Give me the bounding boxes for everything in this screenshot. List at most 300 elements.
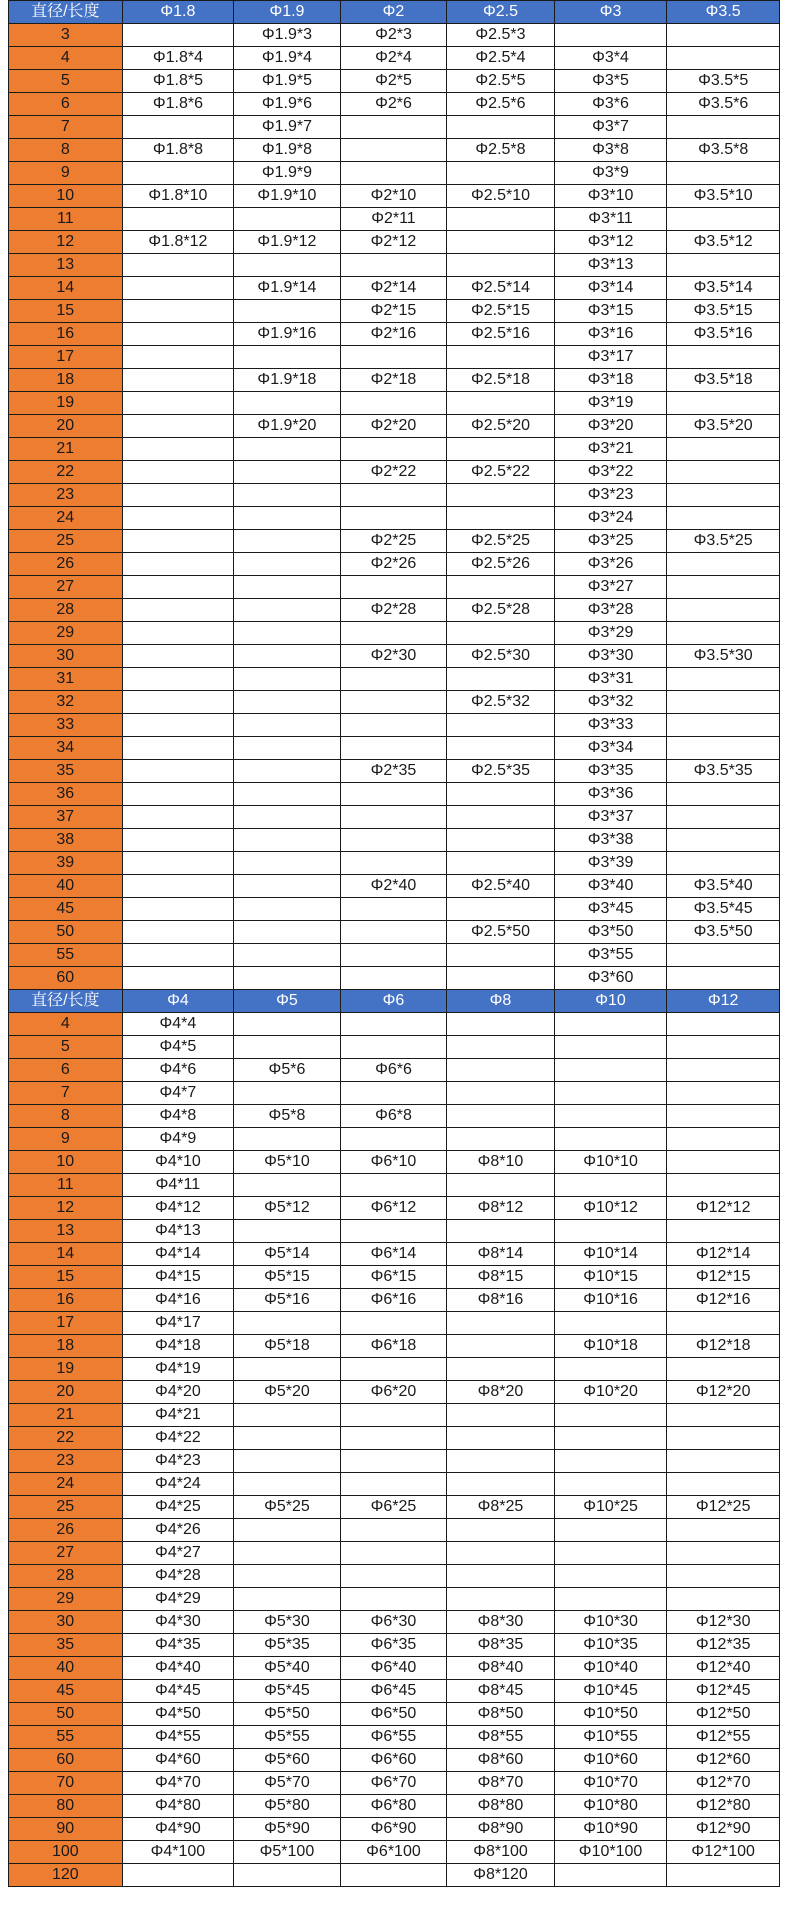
spec-cell: Φ12*40 [667, 1657, 780, 1680]
spec-cell [122, 737, 234, 760]
table-row [9, 829, 780, 852]
spec-cell: Φ5*16 [234, 1289, 341, 1312]
table-row [9, 323, 780, 346]
spec-cell: Φ4*80 [122, 1795, 234, 1818]
table-row [9, 1128, 780, 1151]
spec-cell [122, 530, 234, 553]
spec-cell [340, 806, 447, 829]
header-cell-diameter: Φ3 [554, 1, 667, 24]
spec-cell: Φ10*80 [554, 1795, 667, 1818]
table-row [9, 967, 780, 990]
length-cell: 100 [9, 1841, 123, 1864]
spec-cell [340, 254, 447, 277]
length-cell: 24 [9, 1473, 123, 1496]
spec-cell [447, 714, 555, 737]
spec-cell: Φ3*31 [554, 668, 667, 691]
length-cell: 33 [9, 714, 123, 737]
length-cell: 7 [9, 116, 123, 139]
spec-cell: Φ3.5*25 [667, 530, 780, 553]
spec-cell [122, 806, 234, 829]
spec-cell: Φ5*30 [234, 1611, 341, 1634]
spec-cell: Φ4*16 [122, 1289, 234, 1312]
spec-cell: Φ5*50 [234, 1703, 341, 1726]
spec-cell [340, 622, 447, 645]
spec-cell: Φ3*30 [554, 645, 667, 668]
spec-cell: Φ3*18 [554, 369, 667, 392]
length-cell: 22 [9, 1427, 123, 1450]
spec-cell: Φ4*9 [122, 1128, 234, 1151]
spec-cell [340, 162, 447, 185]
spec-cell: Φ1.9*7 [234, 116, 341, 139]
length-cell: 35 [9, 760, 123, 783]
spec-cell: Φ4*27 [122, 1542, 234, 1565]
spec-cell: Φ5*18 [234, 1335, 341, 1358]
spec-cell [234, 645, 341, 668]
spec-cell: Φ2*30 [340, 645, 447, 668]
spec-cell [667, 576, 780, 599]
spec-cell: Φ2*12 [340, 231, 447, 254]
spec-cell [234, 1036, 341, 1059]
spec-cell [447, 967, 555, 990]
spec-cell: Φ4*18 [122, 1335, 234, 1358]
length-cell: 10 [9, 1151, 123, 1174]
spec-cell: Φ12*12 [667, 1197, 780, 1220]
length-cell: 15 [9, 1266, 123, 1289]
length-cell: 25 [9, 1496, 123, 1519]
spec-cell [554, 1128, 667, 1151]
spec-cell: Φ6*80 [340, 1795, 447, 1818]
spec-cell [340, 1565, 447, 1588]
spec-cell: Φ2*28 [340, 599, 447, 622]
length-cell: 20 [9, 1381, 123, 1404]
spec-cell [447, 162, 555, 185]
spec-cell: Φ4*17 [122, 1312, 234, 1335]
spec-cell [234, 691, 341, 714]
header-cell-diameter: Φ6 [340, 990, 447, 1013]
spec-cell [447, 1312, 555, 1335]
spec-cell: Φ3*55 [554, 944, 667, 967]
table-row [9, 231, 780, 254]
spec-cell: Φ10*50 [554, 1703, 667, 1726]
spec-cell: Φ6*15 [340, 1266, 447, 1289]
spec-cell [667, 1588, 780, 1611]
table-row [9, 392, 780, 415]
length-cell: 14 [9, 277, 123, 300]
spec-cell: Φ3*39 [554, 852, 667, 875]
spec-cell: Φ4*23 [122, 1450, 234, 1473]
spec-cell [234, 208, 341, 231]
length-cell: 21 [9, 438, 123, 461]
spec-cell: Φ4*8 [122, 1105, 234, 1128]
spec-cell: Φ2.5*35 [447, 760, 555, 783]
table-row [9, 346, 780, 369]
length-cell: 7 [9, 1082, 123, 1105]
spec-cell: Φ3*29 [554, 622, 667, 645]
spec-cell: Φ3*37 [554, 806, 667, 829]
spec-cell: Φ4*70 [122, 1772, 234, 1795]
spec-cell [340, 691, 447, 714]
spec-cell [667, 346, 780, 369]
spec-cell [340, 576, 447, 599]
length-cell: 6 [9, 1059, 123, 1082]
table-row [9, 438, 780, 461]
spec-cell: Φ5*25 [234, 1496, 341, 1519]
table-row [9, 1013, 780, 1036]
spec-cell [340, 1588, 447, 1611]
table-row [9, 116, 780, 139]
table-row [9, 484, 780, 507]
spec-cell: Φ12*18 [667, 1335, 780, 1358]
spec-cell: Φ6*6 [340, 1059, 447, 1082]
spec-cell [340, 1473, 447, 1496]
spec-cell [234, 875, 341, 898]
spec-cell [122, 944, 234, 967]
spec-cell: Φ3*20 [554, 415, 667, 438]
spec-cell: Φ3.5*12 [667, 231, 780, 254]
spec-cell [554, 1082, 667, 1105]
spec-cell [554, 1358, 667, 1381]
length-cell: 18 [9, 369, 123, 392]
spec-cell: Φ5*45 [234, 1680, 341, 1703]
spec-cell [122, 668, 234, 691]
length-cell: 31 [9, 668, 123, 691]
spec-cell [447, 1105, 555, 1128]
spec-cell: Φ12*25 [667, 1496, 780, 1519]
spec-cell [340, 116, 447, 139]
spec-cell: Φ3*45 [554, 898, 667, 921]
table-row [9, 277, 780, 300]
table-row [9, 1335, 780, 1358]
spec-cell [667, 1473, 780, 1496]
spec-cell: Φ3*9 [554, 162, 667, 185]
spec-cell [234, 967, 341, 990]
spec-cell [667, 24, 780, 47]
spec-cell: Φ4*13 [122, 1220, 234, 1243]
spec-cell: Φ10*25 [554, 1496, 667, 1519]
spec-cell: Φ2.5*22 [447, 461, 555, 484]
spec-cell: Φ6*30 [340, 1611, 447, 1634]
length-cell: 4 [9, 1013, 123, 1036]
spec-cell: Φ2*18 [340, 369, 447, 392]
table-row [9, 1220, 780, 1243]
spec-cell: Φ3*34 [554, 737, 667, 760]
spec-cell: Φ1.8*5 [122, 70, 234, 93]
table-row [9, 1795, 780, 1818]
spec-cell: Φ1.9*10 [234, 185, 341, 208]
table-row [9, 691, 780, 714]
spec-cell: Φ3.5*45 [667, 898, 780, 921]
length-cell: 9 [9, 162, 123, 185]
spec-cell [234, 737, 341, 760]
spec-cell: Φ4*25 [122, 1496, 234, 1519]
spec-cell: Φ1.9*4 [234, 47, 341, 70]
table-row [9, 1634, 780, 1657]
spec-cell [340, 1427, 447, 1450]
spec-cell: Φ4*29 [122, 1588, 234, 1611]
spec-cell [122, 875, 234, 898]
spec-cell [554, 24, 667, 47]
spec-cell: Φ4*24 [122, 1473, 234, 1496]
spec-cell: Φ2*20 [340, 415, 447, 438]
header-cell-diameter: Φ1.8 [122, 1, 234, 24]
spec-cell [340, 1128, 447, 1151]
spec-cell [122, 24, 234, 47]
length-cell: 4 [9, 47, 123, 70]
table-row [9, 507, 780, 530]
spec-cell: Φ3*4 [554, 47, 667, 70]
spec-cell [122, 369, 234, 392]
spec-cell [122, 1864, 234, 1887]
spec-cell: Φ3*5 [554, 70, 667, 93]
spec-cell: Φ6*70 [340, 1772, 447, 1795]
spec-cell: Φ4*20 [122, 1381, 234, 1404]
spec-cell [667, 1220, 780, 1243]
spec-cell [447, 1220, 555, 1243]
table-row [9, 1266, 780, 1289]
spec-cell: Φ4*35 [122, 1634, 234, 1657]
length-cell: 12 [9, 1197, 123, 1220]
spec-cell [234, 1082, 341, 1105]
spec-cell [234, 1358, 341, 1381]
spec-cell [447, 1473, 555, 1496]
table-row [9, 1864, 780, 1887]
spec-cell [234, 1013, 341, 1036]
spec-cell [667, 438, 780, 461]
spec-cell: Φ5*55 [234, 1726, 341, 1749]
spec-cell: Φ8*60 [447, 1749, 555, 1772]
spec-cell: Φ12*14 [667, 1243, 780, 1266]
spec-cell [447, 1013, 555, 1036]
spec-cell: Φ4*21 [122, 1404, 234, 1427]
spec-cell: Φ4*15 [122, 1266, 234, 1289]
table-row [9, 1588, 780, 1611]
table-row [9, 553, 780, 576]
length-cell: 80 [9, 1795, 123, 1818]
spec-cell [447, 1174, 555, 1197]
spec-cell [340, 1358, 447, 1381]
header-cell-diameter: Φ2.5 [447, 1, 555, 24]
spec-cell: Φ2.5*28 [447, 599, 555, 622]
spec-cell [667, 852, 780, 875]
spec-cell: Φ2.5*16 [447, 323, 555, 346]
spec-cell: Φ4*10 [122, 1151, 234, 1174]
spec-cell [554, 1059, 667, 1082]
spec-cell: Φ5*100 [234, 1841, 341, 1864]
spec-cell [234, 1427, 341, 1450]
spec-cell [447, 1128, 555, 1151]
table-row [9, 576, 780, 599]
spec-cell [667, 507, 780, 530]
spec-cell [234, 829, 341, 852]
spec-cell: Φ8*45 [447, 1680, 555, 1703]
spec-cell: Φ10*30 [554, 1611, 667, 1634]
table-row [9, 898, 780, 921]
spec-cell: Φ10*40 [554, 1657, 667, 1680]
spec-cell: Φ3*13 [554, 254, 667, 277]
length-cell: 55 [9, 944, 123, 967]
spec-cell: Φ2*15 [340, 300, 447, 323]
spec-cell: Φ4*50 [122, 1703, 234, 1726]
length-cell: 30 [9, 645, 123, 668]
length-cell: 120 [9, 1864, 123, 1887]
spec-cell [234, 1473, 341, 1496]
spec-cell [122, 967, 234, 990]
length-cell: 36 [9, 783, 123, 806]
spec-cell [122, 208, 234, 231]
spec-cell: Φ6*55 [340, 1726, 447, 1749]
spec-cell [667, 461, 780, 484]
spec-cell [340, 139, 447, 162]
spec-cell [667, 47, 780, 70]
spec-cell: Φ3*35 [554, 760, 667, 783]
spec-cell: Φ3*6 [554, 93, 667, 116]
spec-cell: Φ5*40 [234, 1657, 341, 1680]
spec-cell: Φ10*12 [554, 1197, 667, 1220]
length-cell: 60 [9, 967, 123, 990]
spec-cell [667, 1450, 780, 1473]
length-cell: 23 [9, 1450, 123, 1473]
spec-cell: Φ3.5*14 [667, 277, 780, 300]
length-cell: 90 [9, 1818, 123, 1841]
spec-cell: Φ6*50 [340, 1703, 447, 1726]
spec-cell: Φ10*20 [554, 1381, 667, 1404]
table-row [9, 185, 780, 208]
spec-cell [340, 484, 447, 507]
spec-cell [447, 1404, 555, 1427]
table-row [9, 875, 780, 898]
spec-cell: Φ2*11 [340, 208, 447, 231]
spec-cell [234, 553, 341, 576]
length-cell: 19 [9, 392, 123, 415]
table-row [9, 1703, 780, 1726]
spec-cell: Φ3*11 [554, 208, 667, 231]
spec-cell [447, 806, 555, 829]
spec-cell: Φ2*25 [340, 530, 447, 553]
table-row [9, 1519, 780, 1542]
spec-cell [667, 1864, 780, 1887]
spec-cell: Φ5*10 [234, 1151, 341, 1174]
spec-cell: Φ8*15 [447, 1266, 555, 1289]
table-row [9, 1312, 780, 1335]
spec-cell: Φ3.5*10 [667, 185, 780, 208]
table-row [9, 530, 780, 553]
table-row [9, 1381, 780, 1404]
spec-cell [554, 1565, 667, 1588]
spec-cell [122, 852, 234, 875]
spec-cell: Φ3*8 [554, 139, 667, 162]
spec-cell: Φ6*14 [340, 1243, 447, 1266]
length-cell: 14 [9, 1243, 123, 1266]
length-cell: 8 [9, 139, 123, 162]
spec-cell [667, 737, 780, 760]
spec-cell [554, 1174, 667, 1197]
length-cell: 40 [9, 875, 123, 898]
spec-cell [447, 392, 555, 415]
length-cell: 60 [9, 1749, 123, 1772]
table-row [9, 1726, 780, 1749]
table-row [9, 1657, 780, 1680]
spec-cell: Φ5*60 [234, 1749, 341, 1772]
spec-cell: Φ12*45 [667, 1680, 780, 1703]
table-row [9, 1542, 780, 1565]
spec-cell [447, 1450, 555, 1473]
table-row [9, 162, 780, 185]
spec-cell: Φ3.5*50 [667, 921, 780, 944]
spec-cell: Φ3*19 [554, 392, 667, 415]
table-row [9, 300, 780, 323]
spec-cell [234, 714, 341, 737]
spec-cell: Φ3*32 [554, 691, 667, 714]
spec-cell: Φ6*90 [340, 1818, 447, 1841]
length-cell: 5 [9, 1036, 123, 1059]
length-cell: 11 [9, 1174, 123, 1197]
spec-cell: Φ2.5*15 [447, 300, 555, 323]
length-cell: 19 [9, 1358, 123, 1381]
length-cell: 25 [9, 530, 123, 553]
spec-cell [122, 576, 234, 599]
spec-cell: Φ4*14 [122, 1243, 234, 1266]
spec-cell: Φ6*35 [340, 1634, 447, 1657]
spec-cell [234, 806, 341, 829]
spec-cell [122, 438, 234, 461]
table-row [9, 1151, 780, 1174]
spec-cell [234, 668, 341, 691]
spec-cell: Φ6*10 [340, 1151, 447, 1174]
spec-cell [667, 392, 780, 415]
spec-cell [447, 852, 555, 875]
spec-cell: Φ2.5*40 [447, 875, 555, 898]
spec-cell [122, 415, 234, 438]
length-cell: 9 [9, 1128, 123, 1151]
spec-cell [667, 1013, 780, 1036]
spec-cell: Φ2.5*26 [447, 553, 555, 576]
spec-cell [122, 277, 234, 300]
length-cell: 38 [9, 829, 123, 852]
spec-cell [667, 1174, 780, 1197]
header-cell-diameter: Φ1.9 [234, 1, 341, 24]
spec-cell: Φ3.5*35 [667, 760, 780, 783]
spec-cell [234, 254, 341, 277]
spec-cell: Φ5*14 [234, 1243, 341, 1266]
spec-cell [667, 622, 780, 645]
spec-cell: Φ2*35 [340, 760, 447, 783]
spec-cell: Φ1.8*12 [122, 231, 234, 254]
spec-cell [234, 484, 341, 507]
spec-cell [340, 1013, 447, 1036]
spec-cell: Φ10*18 [554, 1335, 667, 1358]
spec-cell [447, 484, 555, 507]
length-cell: 37 [9, 806, 123, 829]
length-cell: 34 [9, 737, 123, 760]
table-row [9, 806, 780, 829]
spec-cell [340, 783, 447, 806]
spec-cell [122, 783, 234, 806]
spec-cell: Φ8*70 [447, 1772, 555, 1795]
spec-cell: Φ3*12 [554, 231, 667, 254]
spec-cell [554, 1404, 667, 1427]
spec-cell [447, 622, 555, 645]
spec-cell [667, 783, 780, 806]
spec-cell [122, 829, 234, 852]
spec-cell: Φ2.5*8 [447, 139, 555, 162]
table-row [9, 1611, 780, 1634]
header-cell-diameter: Φ5 [234, 990, 341, 1013]
spec-cell: Φ8*80 [447, 1795, 555, 1818]
spec-cell [554, 1220, 667, 1243]
spec-cell [122, 714, 234, 737]
spec-cell: Φ3.5*15 [667, 300, 780, 323]
spec-cell: Φ3*40 [554, 875, 667, 898]
